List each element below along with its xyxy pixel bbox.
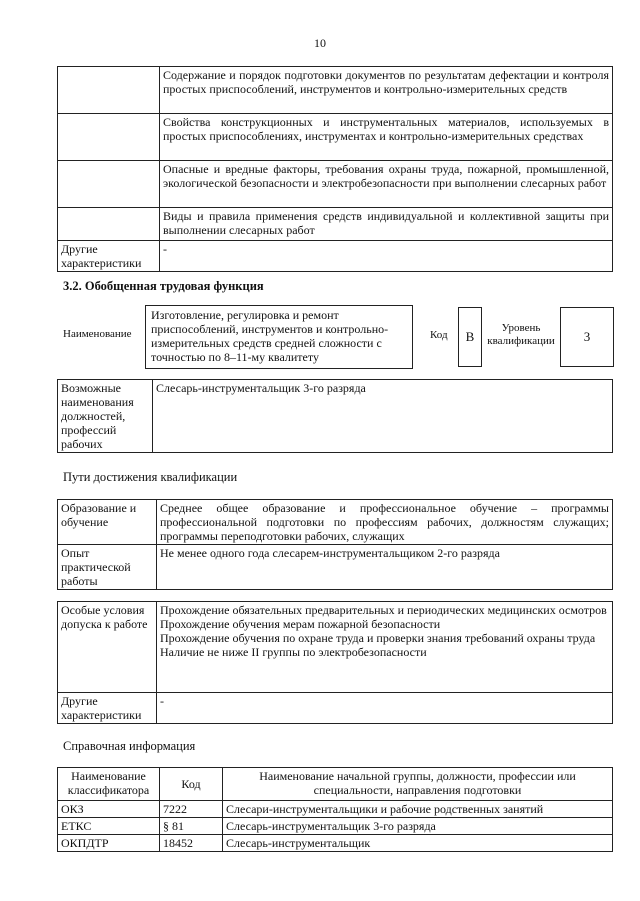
ref-cell: Слесарь-инструментальщик 3-го разряда	[223, 818, 613, 835]
ref-cell: 18452	[160, 835, 223, 852]
ref-cell: ОКЗ	[58, 801, 160, 818]
ref-cell: ЕТКС	[58, 818, 160, 835]
positions-label: Возможные наименования должностей, профессий рабочих	[58, 380, 153, 453]
experience-value: Не менее одного года слесарем-инструментальщиком 2-го разряда	[157, 545, 613, 590]
education-label: Образование и обучение	[58, 500, 157, 545]
education-table	[57, 499, 613, 590]
reference-table	[57, 767, 613, 852]
knowledge-item: Виды и правила применения средств индивидуальной и коллективной защиты при выполнении слесарных работ	[160, 208, 613, 241]
knowledge-item: Свойства конструкционных и инструментальных материалов, используемых в простых приспособлениях, инструментах и контрольно-измерительных средствах	[160, 114, 613, 161]
other-characteristics-value: -	[160, 241, 613, 272]
knowledge-item: Содержание и порядок подготовки документов по результатам дефектации и контроля простых приспособлений, инструментов и контрольно-измерительных средств	[160, 67, 613, 114]
ref-header-code: Код	[160, 768, 223, 801]
positions-table	[57, 379, 613, 453]
admission-item: Прохождение обучения мерам пожарной безопасности	[160, 617, 441, 631]
ref-cell: Слесарь-инструментальщик	[223, 835, 613, 852]
level-label: Уровень квалификации	[487, 322, 555, 347]
admission-other-label: Другие характеристики	[58, 693, 157, 724]
admission-item: Прохождение обязательных предварительных и периодических медицинских осмотров	[160, 603, 607, 617]
education-value: Среднее общее образование и профессиональное обучение – программы профессиональной подготовки по профессиям рабочих, должностям служащих; программы переподготовки рабочих, служащих	[157, 500, 613, 545]
admission-other-value: -	[157, 693, 613, 724]
reference-heading: Справочная информация	[63, 739, 196, 753]
ref-header-name: Наименование начальной группы, должности, профессии или специальности, направления подготовки	[223, 768, 613, 801]
positions-value: Слесарь-инструментальщик 3-го разряда	[153, 380, 613, 453]
code-value-box: B	[458, 307, 482, 367]
ref-header-classifier: Наименование классификатора	[58, 768, 160, 801]
paths-heading: Пути достижения квалификации	[63, 470, 238, 484]
level-value-box: 3	[560, 307, 614, 367]
other-characteristics-label: Другие характеристики	[58, 241, 160, 272]
knowledge-table	[57, 66, 613, 272]
knowledge-item: Опасные и вредные факторы, требования охраны труда, пожарной, промышленной, экологической безопасности и электробезопасности при выполнении слесарных работ	[160, 161, 613, 208]
ref-cell: Слесари-инструментальщики и рабочие родственных занятий	[223, 801, 613, 818]
function-name-label: Наименование	[63, 328, 132, 340]
page-number: 10	[314, 36, 326, 50]
ref-cell: 7222	[160, 801, 223, 818]
ref-cell: § 81	[160, 818, 223, 835]
function-name-box: Изготовление, регулировка и ремонт приспособлений, инструментов и контрольно-измерительных средств средней сложности с точностью по 8–11-му квалитету	[145, 305, 413, 369]
admission-label: Особые условия допуска к работе	[58, 602, 157, 693]
experience-label: Опыт практической работы	[58, 545, 157, 590]
admission-item: Наличие не ниже II группы по электробезопасности	[160, 645, 427, 659]
admission-item: Прохождение обучения по охране труда и проверки знания требований охраны труда	[160, 631, 596, 645]
code-label: Код	[430, 329, 448, 341]
ref-cell: ОКПДТР	[58, 835, 160, 852]
section-title: 3.2. Обобщенная трудовая функция	[63, 279, 264, 293]
admission-table	[57, 601, 613, 724]
